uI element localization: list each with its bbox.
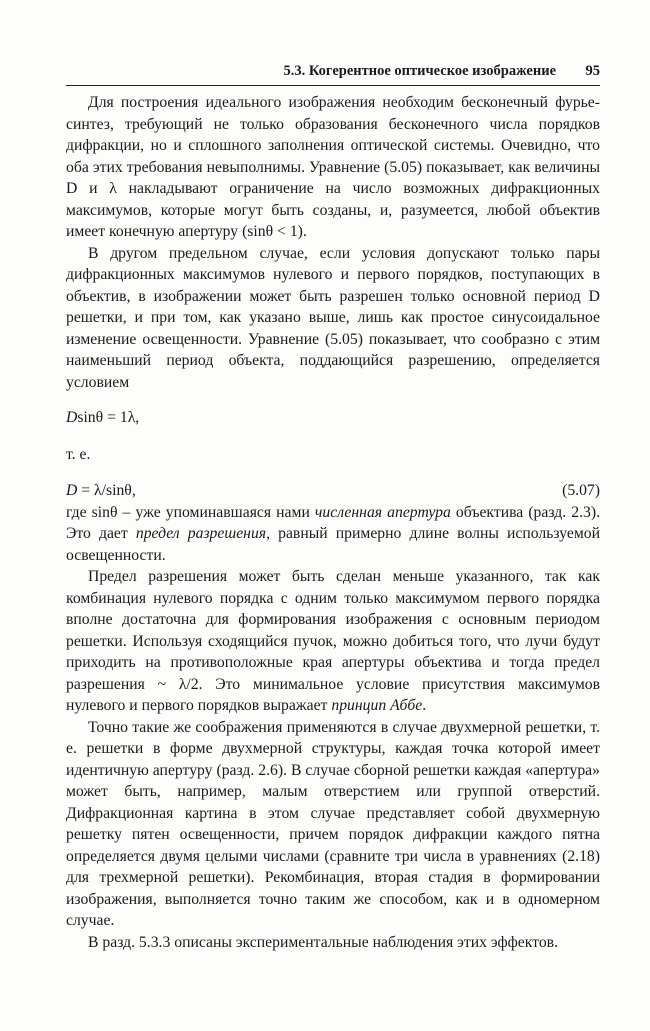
equation-2 — [66, 480, 600, 502]
paragraph-4 — [66, 566, 600, 717]
paragraph-3 — [66, 502, 600, 567]
paragraph-3-text-c: , равный примерно длине волны используемой освещенности. — [66, 525, 600, 564]
equation-1 — [66, 407, 600, 429]
paragraph-4-emphasis: принцип Аббе — [331, 697, 423, 714]
paragraph-3-emphasis-a: численная апертура — [314, 503, 451, 521]
equation-1-text: sinθ = 1λ, — [77, 409, 140, 426]
page-number: 95 — [585, 63, 600, 79]
paragraph-1: Для построения идеального изображения необходим бесконечный фурье-синтез, требующий не только образования бесконечного числа порядков дифракции, но и сплошного заполнения оптической системы. Очевидно, что оба этих требования невыполнимы. Уравнение (5.05) показывает, как величины D и λ накладывают ограничение на число возможных дифракционных максимумов, которые могут быть созданы, и, разумеется, любой объектив имеет конечную апертуру (sinθ < 1). — [66, 94, 600, 240]
equation-1-variable: D — [66, 409, 78, 426]
paragraph-5: Точно такие же соображения применяются в случае двухмерной решетки, т. е. решетки в форме двухмерной структуры, каждая точка которой имеет идентичную апертуру (разд. 2.6). В случае сборной решетки каждая «апертура» может быть, например, малым отверстием или группой отверстий. Дифракционная картина в этом случае представляет собой двухмерную решетку пятен освещенности, причем порядок дифракции каждого пятна определяется двумя целыми числами (сравните три числа в уравнениях (2.18) для трехмерной решетки). Рекомбинация, вторая стадия в формировании изображения, выполняется точно таким же способом, как и в одномерном случае. — [66, 718, 600, 929]
paragraph-3-text-a: где sinθ – уже упоминавшаяся нами — [66, 503, 315, 521]
paragraph-3-emphasis-b: предел разрешения — [135, 525, 267, 542]
body-text — [66, 92, 600, 953]
equation-2-text: = λ/sinθ, — [77, 482, 136, 499]
running-header — [66, 61, 600, 86]
paragraph-2: В другом предельном случае, если условия допускают только пары дифракционных максимумов нулевого и первого порядков, поступающих в объектив, в изображении может быть разрешен только основной период D решетки, и при том, как указано выше, лишь как простое синусоидальное изменение освещенности. Уравнение (5.05) показывает, что сообразно с этим наименьший период объекта, поддающийся разрешению, определяется условием — [66, 244, 600, 391]
connector-text: т. е. — [66, 445, 91, 463]
paragraph-3-text-b: объектива (разд. 2.3). Это дает — [66, 503, 600, 542]
equation-number: (5.07) — [562, 482, 600, 499]
equation-2-variable: D — [66, 482, 78, 499]
paragraph-4-text-b: . — [422, 697, 427, 714]
paragraph-4-text-a: Предел разрешения может быть сделан меньше указанного, так как комбинация нулевого порядка с одним только максимумом первого порядка вполне достаточна для формирования изображения с основным периодом решетки. Используя сходящийся пучок, можно добиться того, что лучи будут приходить на противоположные края апертуры объектива и тогда предел разрешения ~ λ/2. Это минимальное условие присутствия максимумов нулевого и первого порядков выражает — [66, 568, 600, 714]
paragraph-6: В разд. 5.3.3 описаны экспериментальные наблюдения этих эффектов. — [88, 933, 558, 951]
section-title: 5.3. Когерентное оптическое изображение — [283, 63, 556, 79]
